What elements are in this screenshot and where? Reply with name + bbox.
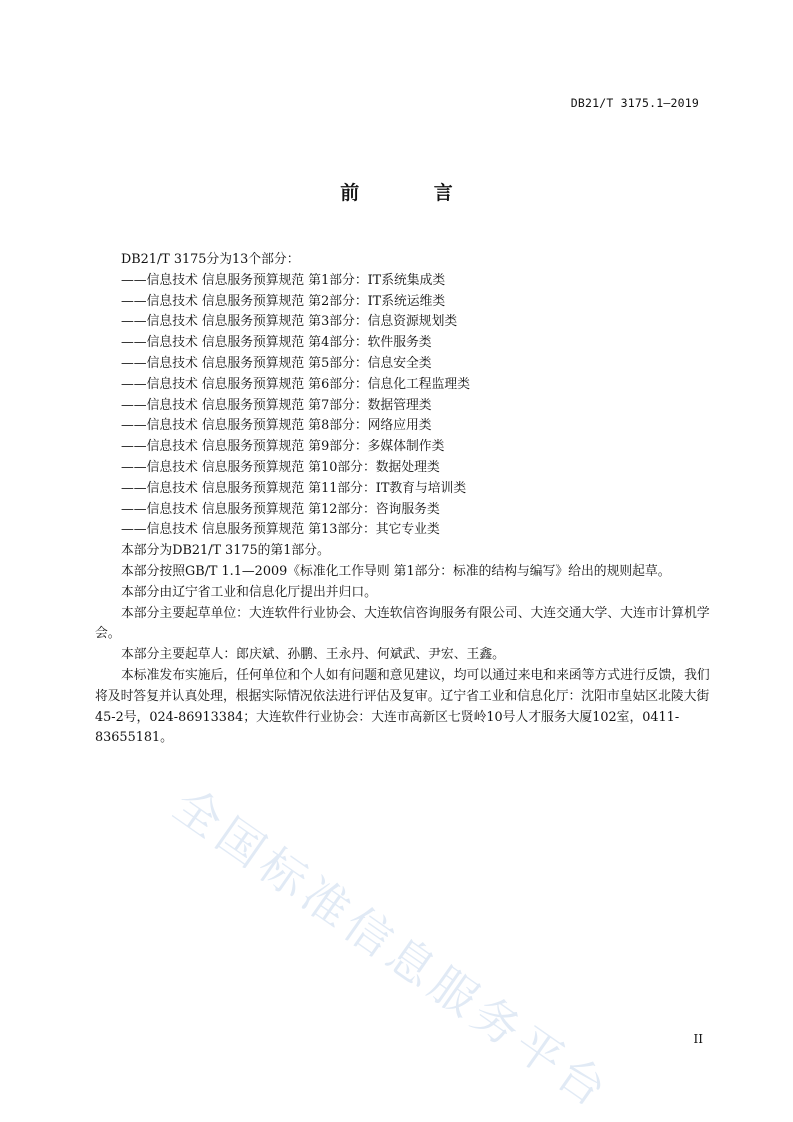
part-list-item: ——信息技术 信息服务预算规范 第1部分：IT系统集成类 — [121, 272, 446, 288]
part-list-item: ——信息技术 信息服务预算规范 第3部分：信息资源规划类 — [121, 314, 458, 330]
part-list-item: ——信息技术 信息服务预算规范 第8部分：网络应用类 — [121, 418, 432, 434]
part-statement: 本部分为DB21/T 3175的第1部分。 — [121, 543, 330, 559]
page-number: II — [693, 1032, 703, 1046]
drafters: 本部分主要起草人：郎庆斌、孙鹏、王永丹、何斌武、尹宏、王鑫。 — [121, 647, 505, 663]
part-list-item: ——信息技术 信息服务预算规范 第7部分：数据管理类 — [121, 397, 432, 413]
intro-line: DB21/T 3175分为13个部分： — [121, 252, 300, 267]
feedback-paragraph: 本标准发布实施后，任何单位和个人如有问题和意见建议，均可以通过来电和来函等方式进行反馈，我们将及时答复并认真处理，根据实际情况依法进行评估及复审。辽宁省工业和信息化厅：沈阳市皇姑区北陵大街45-2号，024-86913384；大连软件行业协会：大连市高新区七贤岭10号人才服务大厦102室，0411-83655181。 — [95, 667, 710, 746]
parts-list — [121, 271, 717, 541]
proposer: 本部分由辽宁省工业和信息化厅提出并归口。 — [121, 584, 377, 600]
drafting-units: 本部分主要起草单位：大连软件行业协会、大连软信咨询服务有限公司、大连交通大学、大连市计算机学会。 — [95, 605, 710, 642]
standard-code: DB21/T 3175.1—2019 — [570, 96, 699, 110]
part-list-item: ——信息技术 信息服务预算规范 第2部分：IT系统运维类 — [121, 293, 446, 309]
page-title: 前 言 — [340, 182, 487, 204]
part-list-item: ——信息技术 信息服务预算规范 第6部分：信息化工程监理类 — [121, 376, 470, 392]
foreword-body — [95, 250, 717, 749]
part-list-item: ——信息技术 信息服务预算规范 第12部分：咨询服务类 — [121, 501, 440, 517]
part-list-item: ——信息技术 信息服务预算规范 第10部分：数据处理类 — [121, 459, 440, 475]
watermark: 全国标准信息服务平台 — [163, 777, 621, 1120]
part-list-item: ——信息技术 信息服务预算规范 第5部分：信息安全类 — [121, 355, 432, 371]
part-list-item: ——信息技术 信息服务预算规范 第13部分：其它专业类 — [121, 522, 440, 538]
drafting-rule: 本部分按照GB/T 1.1—2009《标准化工作导则 第1部分：标准的结构与编写》给出的规则起草。 — [121, 563, 671, 579]
part-list-item: ——信息技术 信息服务预算规范 第11部分：IT教育与培训类 — [121, 480, 467, 496]
part-list-item: ——信息技术 信息服务预算规范 第9部分：多媒体制作类 — [121, 439, 445, 455]
part-list-item: ——信息技术 信息服务预算规范 第4部分：软件服务类 — [121, 335, 432, 351]
